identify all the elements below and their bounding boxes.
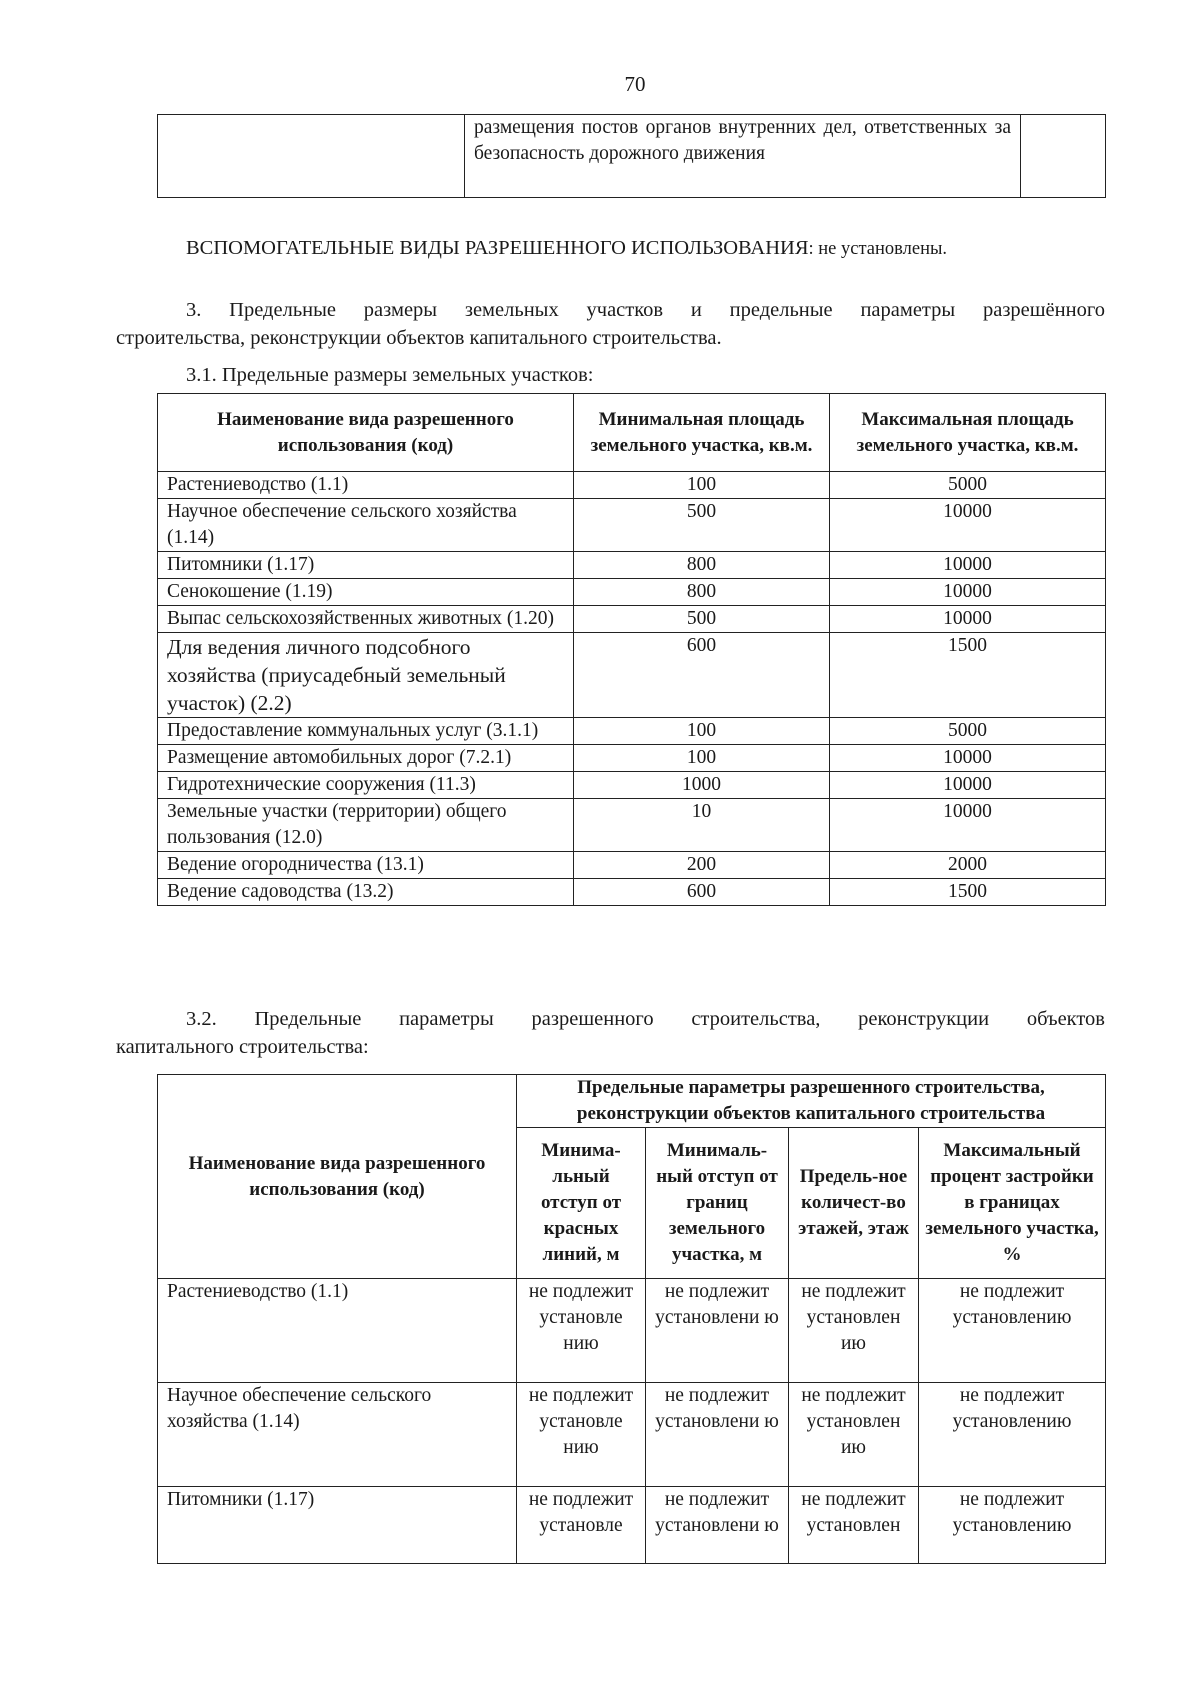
coverage: не подлежит установлению [919,1383,1106,1487]
section-3-2-paragraph [116,1005,1105,1061]
max-area: 10000 [830,799,1106,852]
column-group-header: Предельные параметры разрешенного строительства, реконструкции объектов капитального строительства [517,1075,1106,1128]
table-row [158,579,1106,606]
page-number: 70 [624,72,646,96]
section-3-2-line-1: 3.2. Предельные параметры разрешенного строительства, реконструкции объектов [186,1008,1105,1030]
min-area: 600 [574,879,830,906]
land-plot-sizes-table [157,393,1106,906]
continuation-table [157,114,1106,198]
auxiliary-uses-line [186,234,947,263]
use-name: Научное обеспечение сельского хозяйства (1.14) [158,1383,517,1487]
min-area: 500 [574,499,830,552]
column-header-max-area: Максимальная площадь земельного участка, кв.м. [830,394,1106,472]
table-row [158,852,1106,879]
max-area: 5000 [830,472,1106,499]
table-row [158,718,1106,745]
red-line-setback: не подлежит установле нию [517,1383,646,1487]
section-3-1-title: 3.1. Предельные размеры земельных участков: [186,364,594,386]
column-header-red-line-setback: Минима-льный отступ от красных линий, м [517,1128,646,1279]
max-area: 5000 [830,718,1106,745]
min-area: 100 [574,745,830,772]
column-header-floors: Предель-ное количест-во этажей, этаж [789,1128,919,1279]
use-name: Ведение огородничества (13.1) [158,852,574,879]
max-area: 10000 [830,606,1106,633]
auxiliary-uses-value: : не установлены. [808,239,948,259]
table-row [158,472,1106,499]
section-3-line-1: 3. Предельные размеры земельных участков и предельные параметры разрешённого [186,299,1105,321]
table-row [158,1487,1106,1564]
min-area: 10 [574,799,830,852]
max-area: 10000 [830,499,1106,552]
max-area: 10000 [830,745,1106,772]
section-3-2-line-2: капитального строительства: [116,1036,369,1058]
coverage: не подлежит установлению [919,1279,1106,1383]
use-name: Питомники (1.17) [158,552,574,579]
table-header-row [158,394,1106,472]
table-row [158,879,1106,906]
floors: не подлежит установлен [789,1487,919,1564]
table-cell: размещения постов органов внутренних дел, ответственных за безопасность дорожного движения [465,115,1021,198]
min-area: 100 [574,718,830,745]
column-header-boundary-setback: Минималь-ный отступ от границ земельного участка, м [646,1128,789,1279]
use-name: Размещение автомобильных дорог (7.2.1) [158,745,574,772]
use-name: Гидротехнические сооружения (11.3) [158,772,574,799]
max-area: 10000 [830,772,1106,799]
boundary-setback: не подлежит установлени ю [646,1487,789,1564]
floors: не подлежит установлен ию [789,1279,919,1383]
table-cell [1021,115,1106,198]
max-area: 1500 [830,879,1106,906]
red-line-setback: не подлежит установле нию [517,1279,646,1383]
table-row [158,772,1106,799]
min-area: 200 [574,852,830,879]
coverage: не подлежит установлению [919,1487,1106,1564]
table-row [158,633,1106,718]
use-name: Питомники (1.17) [158,1487,517,1564]
use-name: Для ведения личного подсобного хозяйства (приусадебный земельный участок) (2.2) [158,633,574,718]
use-name: Предоставление коммунальных услуг (3.1.1) [158,718,574,745]
column-header-name: Наименование вида разрешенного использования (код) [158,394,574,472]
table-row [158,552,1106,579]
use-name: Земельные участки (территории) общего пользования (12.0) [158,799,574,852]
table-row [158,606,1106,633]
column-header-coverage: Максимальный процент застройки в границах земельного участка, % [919,1128,1106,1279]
use-name: Растениеводство (1.1) [158,472,574,499]
use-name: Ведение садоводства (13.2) [158,879,574,906]
max-area: 10000 [830,579,1106,606]
use-name: Научное обеспечение сельского хозяйства (1.14) [158,499,574,552]
table-row [158,799,1106,852]
min-area: 800 [574,552,830,579]
max-area: 10000 [830,552,1106,579]
red-line-setback: не подлежит установле [517,1487,646,1564]
section-3-paragraph [116,296,1105,352]
table-row [158,1279,1106,1383]
min-area: 500 [574,606,830,633]
min-area: 1000 [574,772,830,799]
min-area: 100 [574,472,830,499]
use-name: Растениеводство (1.1) [158,1279,517,1383]
use-name: Сенокошение (1.19) [158,579,574,606]
boundary-setback: не подлежит установлени ю [646,1383,789,1487]
max-area: 2000 [830,852,1106,879]
column-header-name: Наименование вида разрешенного использования (код) [158,1075,517,1279]
max-area: 1500 [830,633,1106,718]
use-name: Выпас сельскохозяйственных животных (1.20) [158,606,574,633]
table-cell [158,115,465,198]
section-3-line-2: строительства, реконструкции объектов капитального строительства. [116,327,722,349]
min-area: 600 [574,633,830,718]
table-row [158,499,1106,552]
table-header-row [158,1075,1106,1128]
boundary-setback: не подлежит установлени ю [646,1279,789,1383]
auxiliary-uses-title: ВСПОМОГАТЕЛЬНЫЕ ВИДЫ РАЗРЕШЕННОГО ИСПОЛЬЗОВАНИЯ [186,237,809,259]
column-header-min-area: Минимальная площадь земельного участка, кв.м. [574,394,830,472]
table-row [158,745,1106,772]
min-area: 800 [574,579,830,606]
table-row [158,1383,1106,1487]
table-row [158,115,1106,198]
construction-parameters-table [157,1074,1106,1564]
floors: не подлежит установлен ию [789,1383,919,1487]
